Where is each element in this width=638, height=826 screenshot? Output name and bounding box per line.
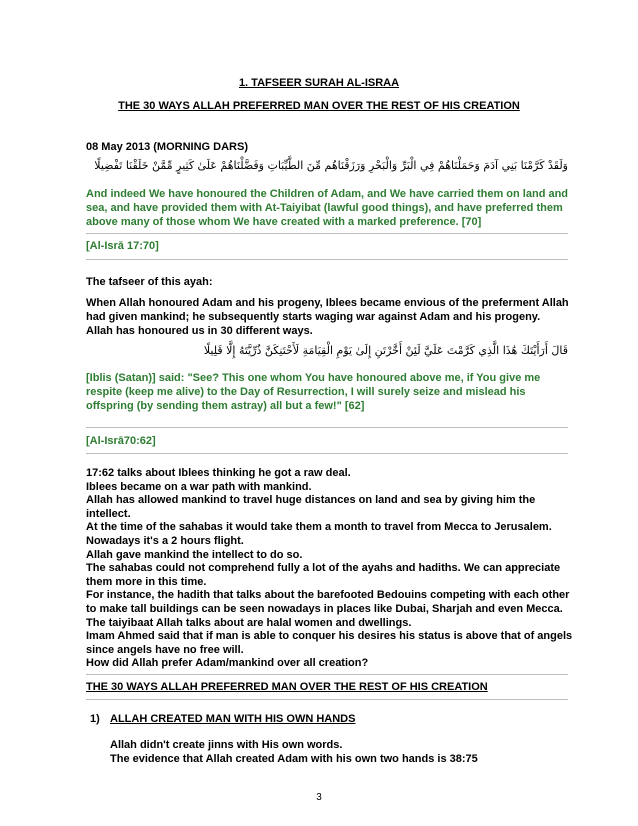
verse-arabic-2: قَالَ أَرَأَيْتَكَ هَٰذَا الَّذِي كَرَّمْتَ عَلَيَّ لَئِنْ أَخَّرْتَنِ إِلَىٰ يَوْمِ الْقِيَامَةِ لَأَحْتَنِكَنَّ ذُرِّيَّتَهُ إِلَّا قَلِيلًا	[203, 344, 568, 357]
note-line: Allah has allowed mankind to travel huge distances on land and sea by giving him the	[86, 494, 536, 507]
notes-paragraph	[86, 467, 576, 671]
note-line: Nowadays it's a 2 hours flight.	[86, 534, 244, 547]
note-line: intellect.	[86, 507, 131, 520]
note-line: The taiyibaat Allah talks about are halal women and dwellings.	[86, 616, 412, 629]
translation-line: above many of those whom We have created with a marked preference. [70]	[86, 216, 482, 228]
translation-line: sea, and have provided them with At-Taiyibat (lawful good things), and have preferred them	[86, 202, 563, 214]
page-title: 1. TAFSEER SURAH AL-ISRAA	[238, 77, 400, 89]
divider	[86, 453, 568, 454]
point-line: Allah didn't create jinns with His own words.	[110, 739, 343, 751]
point-line: The evidence that Allah created Adam with his own two hands is 38:75	[110, 753, 478, 765]
tafseer-heading: The tafseer of this ayah:	[86, 276, 213, 288]
note-line: How did Allah prefer Adam/mankind over all creation?	[86, 657, 369, 670]
section-heading: THE 30 WAYS ALLAH PREFERRED MAN OVER THE REST OF HIS CREATION	[86, 681, 488, 693]
translation-line: And indeed We have honoured the Children of Adam, and We have carried them on land and	[86, 188, 569, 200]
verse-reference-2: [Al-Isrā70:62]	[86, 435, 156, 447]
note-line: them more in this time.	[86, 575, 207, 588]
verse-reference-1: [Al-Isrā 17:70]	[86, 240, 159, 252]
page-subtitle: THE 30 WAYS ALLAH PREFERRED MAN OVER THE REST OF HIS CREATION	[118, 100, 520, 112]
note-line: For instance, the hadith that talks about the barefooted Bedouins competing with each other	[86, 589, 570, 602]
translation-line: [Iblis (Satan)] said: "See? This one whom You have honoured above me, if You give me	[86, 372, 541, 384]
verse-arabic-1: وَلَقَدْ كَرَّمْنَا بَنِي آدَمَ وَحَمَلْنَاهُمْ فِي الْبَرِّ وَالْبَحْرِ وَرَزَقْنَاهُم مِّنَ الطَّيِّبَاتِ وَفَضَّلْنَاهُمْ عَلَىٰ كَثِيرٍ مِّمَّنْ خَلَقْنَا تَفْضِيلًا	[94, 159, 568, 172]
note-line: Imam Ahmed said that if man is able to conquer his desires his status is above that of angels	[86, 630, 573, 643]
intro-paragraph	[86, 296, 576, 338]
verse-translation-2	[86, 371, 576, 413]
note-line: Iblees became on a war path with mankind.	[86, 480, 312, 493]
divider	[86, 674, 568, 675]
note-line: The sahabas could not comprehend fully a lot of the ayahs and hadiths. We can appreciate	[86, 562, 561, 575]
point-heading: ALLAH CREATED MAN WITH HIS OWN HANDS	[110, 713, 356, 725]
note-line: At the time of the sahabas it would take them a month to travel from Mecca to Jerusalem.	[86, 521, 552, 534]
divider	[86, 427, 568, 428]
intro-line: Allah has honoured us in 30 different ways.	[86, 325, 313, 337]
point-number: 1)	[90, 713, 100, 725]
note-line: 17:62 talks about Iblees thinking he got a raw deal.	[86, 467, 351, 479]
translation-line: respite (keep me alive) to the Day of Resurrection, I will surely seize and mislead his	[86, 386, 526, 398]
note-line: since angels have no free will.	[86, 643, 244, 656]
verse-translation-1	[86, 187, 576, 229]
divider	[86, 233, 568, 234]
divider	[86, 699, 568, 700]
point-body	[110, 738, 580, 766]
divider	[86, 259, 568, 260]
page-number: 3	[316, 792, 322, 803]
intro-line: When Allah honoured Adam and his progeny, Iblees became envious of the preferment Allah	[86, 297, 569, 309]
date-line: 08 May 2013 (MORNING DARS)	[86, 141, 248, 153]
translation-line: offspring (by sending them astray) all but a few!" [62]	[86, 400, 365, 412]
note-line: Allah gave mankind the intellect to do so.	[86, 548, 303, 561]
intro-line: had given mankind; he subsequently starts waging war against Adam and his progeny.	[86, 311, 541, 323]
note-line: to make tall buildings can be seen nowadays in places like Dubai, Sharjah and even Mecca.	[86, 602, 563, 615]
